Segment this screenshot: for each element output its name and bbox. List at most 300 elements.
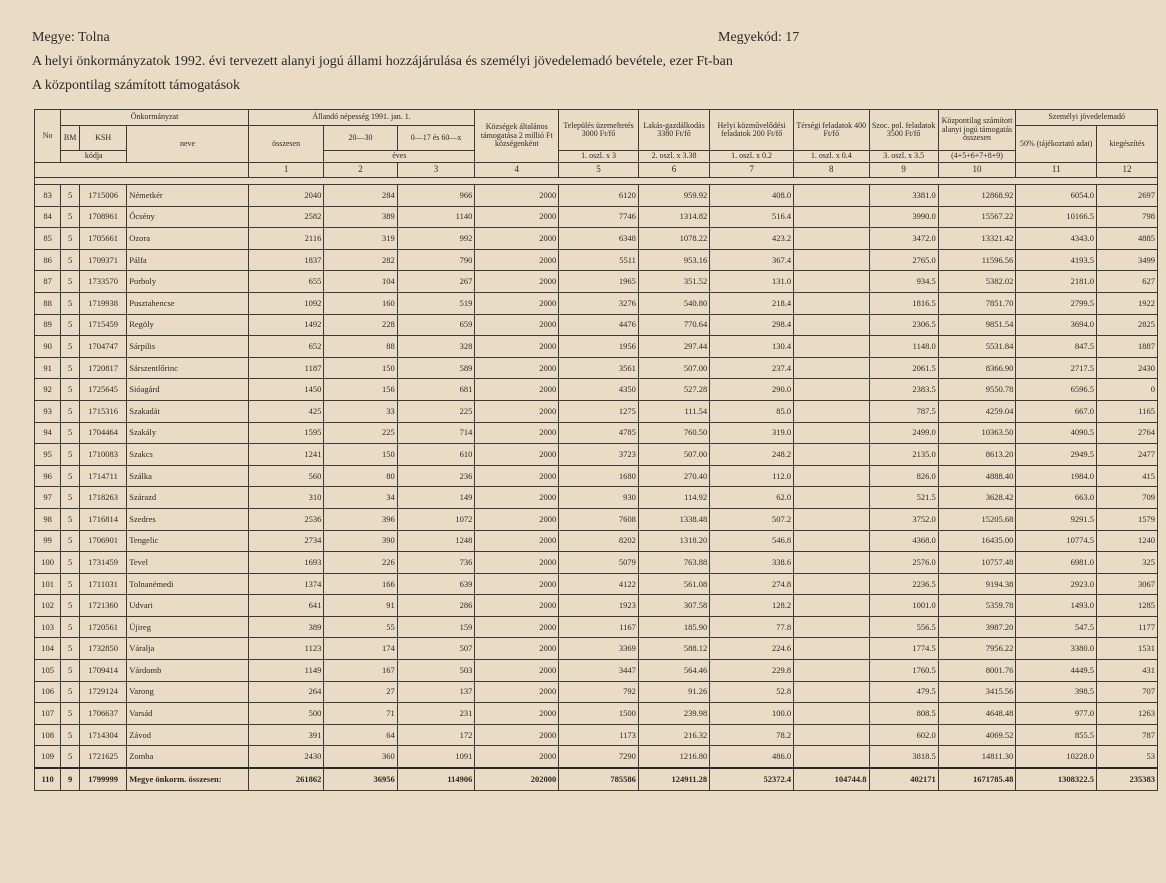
cell-telepules: 4122 — [559, 573, 639, 595]
cell-szja-50: 547.5 — [1016, 616, 1097, 638]
cell-szja-50: 2799.5 — [1016, 292, 1097, 314]
cell-kozponti: 4259.04 — [938, 400, 1016, 422]
cell-bm: 5 — [61, 444, 80, 466]
cell-ksh: 1714711 — [80, 465, 127, 487]
cell-kiegeszites: 2697 — [1097, 185, 1158, 207]
cell-ev-0-17: 681 — [397, 379, 475, 401]
cell-szoc: 1774.5 — [869, 638, 938, 660]
cell-ev-20-30: 396 — [324, 508, 397, 530]
cell-ev-20-30: 225 — [324, 422, 397, 444]
cell-helyi: 128.2 — [710, 595, 794, 617]
cell-kiegeszites: 1177 — [1097, 616, 1158, 638]
cell-ksh: 1720561 — [80, 616, 127, 638]
col-num-9: 9 — [869, 163, 938, 178]
table-row — [35, 552, 1158, 574]
cell-ev-0-17: 159 — [397, 616, 475, 638]
cell-telepules: 1275 — [559, 400, 639, 422]
cell-szja-50: 9291.5 — [1016, 508, 1097, 530]
cell-kozsegek: 2000 — [475, 228, 559, 250]
cell-kiegeszites: 2764 — [1097, 422, 1158, 444]
table-row — [35, 595, 1158, 617]
cell-kozponti: 4648.48 — [938, 703, 1016, 725]
table-row — [35, 249, 1158, 271]
cell-no: 99 — [35, 530, 61, 552]
cell-ev-20-30: 36956 — [324, 768, 397, 790]
cell-ksh: 1715316 — [80, 400, 127, 422]
cell-helyi: 85.0 — [710, 400, 794, 422]
cell-ev-20-30: 104 — [324, 271, 397, 293]
total-row — [35, 768, 1158, 790]
cell-telepules: 3369 — [559, 638, 639, 660]
cell-osszesen: 2734 — [248, 530, 323, 552]
cell-helyi: 77.8 — [710, 616, 794, 638]
cell-ev-20-30: 88 — [324, 336, 397, 358]
cell-ksh: 1718263 — [80, 487, 127, 509]
cell-kozsegek: 2000 — [475, 444, 559, 466]
cell-szoc: 1816.5 — [869, 292, 938, 314]
cell-telepules: 7290 — [559, 746, 639, 768]
col-szoc: Szoc. pol. feladatok 3500 Ft/fő — [869, 110, 938, 151]
cell-terseg — [794, 271, 869, 293]
cell-ksh: 1731459 — [80, 552, 127, 574]
cell-szoc: 3990.0 — [869, 206, 938, 228]
cell-ev-20-30: 160 — [324, 292, 397, 314]
cell-szoc: 2306.5 — [869, 314, 938, 336]
cell-kozsegek: 2000 — [475, 336, 559, 358]
cell-kiegeszites: 0 — [1097, 379, 1158, 401]
cell-ev-0-17: 114906 — [397, 768, 475, 790]
cell-helyi: 52372.4 — [710, 768, 794, 790]
col-kozsegek: Községek általános támogatása 2 millió Ft községenként — [475, 110, 559, 163]
cell-lakas: 114.92 — [638, 487, 709, 509]
cell-lakas: 351.52 — [638, 271, 709, 293]
formula-szoc: 3. oszl. x 3.5 — [869, 151, 938, 163]
col-terseg: Térségi feladatok 400 Ft/fő — [794, 110, 869, 151]
cell-ev-0-17: 714 — [397, 422, 475, 444]
cell-ksh: 1799999 — [80, 768, 127, 790]
cell-helyi: 130.4 — [710, 336, 794, 358]
cell-szoc: 3818.5 — [869, 746, 938, 768]
cell-kozponti: 3415.56 — [938, 681, 1016, 703]
cell-osszesen: 1492 — [248, 314, 323, 336]
cell-szoc: 2061.5 — [869, 357, 938, 379]
cell-lakas: 540.80 — [638, 292, 709, 314]
table-row — [35, 400, 1158, 422]
cell-helyi: 319.0 — [710, 422, 794, 444]
num-blank — [35, 163, 249, 178]
col-20-30: 20—30 — [324, 126, 397, 151]
cell-ev-20-30: 319 — [324, 228, 397, 250]
cell-helyi: 290.0 — [710, 379, 794, 401]
cell-terseg — [794, 660, 869, 682]
cell-kozponti: 12868.92 — [938, 185, 1016, 207]
cell-ev-0-17: 1072 — [397, 508, 475, 530]
cell-name: Várdomb — [127, 660, 249, 682]
cell-bm: 5 — [61, 724, 80, 746]
cell-ev-0-17: 1248 — [397, 530, 475, 552]
cell-szoc: 1001.0 — [869, 595, 938, 617]
cell-ev-0-17: 610 — [397, 444, 475, 466]
cell-kozponti: 5359.78 — [938, 595, 1016, 617]
cell-ksh: 1721360 — [80, 595, 127, 617]
table-row — [35, 616, 1158, 638]
cell-ksh: 1719938 — [80, 292, 127, 314]
col-num-7: 7 — [710, 163, 794, 178]
cell-ev-20-30: 33 — [324, 400, 397, 422]
cell-szja-50: 855.5 — [1016, 724, 1097, 746]
cell-ev-0-17: 172 — [397, 724, 475, 746]
cell-kiegeszites: 431 — [1097, 660, 1158, 682]
cell-terseg — [794, 616, 869, 638]
cell-helyi: 52.8 — [710, 681, 794, 703]
cell-szoc: 602.0 — [869, 724, 938, 746]
cell-kozponti: 4069.52 — [938, 724, 1016, 746]
cell-bm: 5 — [61, 379, 80, 401]
cell-name: Udvari — [127, 595, 249, 617]
cell-telepules: 785586 — [559, 768, 639, 790]
cell-bm: 5 — [61, 703, 80, 725]
cell-ev-20-30: 64 — [324, 724, 397, 746]
cell-ksh: 1710083 — [80, 444, 127, 466]
cell-name: Regöly — [127, 314, 249, 336]
cell-terseg — [794, 487, 869, 509]
cell-name: Tengelic — [127, 530, 249, 552]
cell-szja-50: 1493.0 — [1016, 595, 1097, 617]
cell-ev-0-17: 149 — [397, 487, 475, 509]
cell-kiegeszites: 707 — [1097, 681, 1158, 703]
cell-szja-50: 4090.5 — [1016, 422, 1097, 444]
cell-terseg — [794, 746, 869, 768]
cell-lakas: 760.50 — [638, 422, 709, 444]
cell-lakas: 959.92 — [638, 185, 709, 207]
cell-osszesen: 500 — [248, 703, 323, 725]
cell-ev-20-30: 390 — [324, 530, 397, 552]
cell-lakas: 307.58 — [638, 595, 709, 617]
cell-name: Szakcs — [127, 444, 249, 466]
col-num-5: 5 — [559, 163, 639, 178]
cell-kozponti: 9851.54 — [938, 314, 1016, 336]
cell-kiegeszites: 325 — [1097, 552, 1158, 574]
cell-kozsegek: 2000 — [475, 638, 559, 660]
col-no: No — [35, 110, 61, 163]
cell-no: 92 — [35, 379, 61, 401]
cell-ev-0-17: 286 — [397, 595, 475, 617]
col-num-3: 3 — [397, 163, 475, 178]
cell-ev-0-17: 231 — [397, 703, 475, 725]
cell-terseg — [794, 681, 869, 703]
cell-ev-20-30: 34 — [324, 487, 397, 509]
cell-helyi: 100.0 — [710, 703, 794, 725]
cell-ksh: 1704464 — [80, 422, 127, 444]
table-row — [35, 444, 1158, 466]
cell-name: Sárszentlőrinc — [127, 357, 249, 379]
cell-ksh: 1704747 — [80, 336, 127, 358]
cell-bm: 5 — [61, 314, 80, 336]
table-row — [35, 185, 1158, 207]
cell-bm: 5 — [61, 638, 80, 660]
cell-helyi: 298.4 — [710, 314, 794, 336]
cell-telepules: 3723 — [559, 444, 639, 466]
cell-ev-20-30: 156 — [324, 379, 397, 401]
cell-telepules: 7608 — [559, 508, 639, 530]
col-szja-50: 50% (tájékoztató adat) — [1016, 126, 1097, 163]
cell-kozsegek: 2000 — [475, 573, 559, 595]
formula-terseg: 1. oszl. x 0.4 — [794, 151, 869, 163]
cell-lakas: 507.00 — [638, 444, 709, 466]
cell-kiegeszites: 3499 — [1097, 249, 1158, 271]
cell-kiegeszites: 1240 — [1097, 530, 1158, 552]
cell-helyi: 423.2 — [710, 228, 794, 250]
cell-bm: 5 — [61, 357, 80, 379]
cell-kozponti: 16435.00 — [938, 530, 1016, 552]
cell-osszesen: 560 — [248, 465, 323, 487]
cell-szja-50: 6981.0 — [1016, 552, 1097, 574]
cell-ev-20-30: 71 — [324, 703, 397, 725]
cell-bm: 5 — [61, 508, 80, 530]
cell-name: Szedres — [127, 508, 249, 530]
cell-bm: 5 — [61, 271, 80, 293]
cell-kiegeszites: 1285 — [1097, 595, 1158, 617]
cell-ev-0-17: 519 — [397, 292, 475, 314]
col-nepesseg: Állandó népesség 1991. jan. 1. — [248, 110, 474, 126]
col-helyi: Helyi közművelődési feladatok 200 Ft/fő — [710, 110, 794, 151]
cell-kozponti: 10363.50 — [938, 422, 1016, 444]
cell-ksh: 1715459 — [80, 314, 127, 336]
cell-szja-50: 10166.5 — [1016, 206, 1097, 228]
cell-terseg: 104744.8 — [794, 768, 869, 790]
cell-terseg — [794, 314, 869, 336]
cell-terseg — [794, 400, 869, 422]
cell-helyi: 131.0 — [710, 271, 794, 293]
col-kiegeszites: kiegészítés — [1097, 126, 1158, 163]
cell-kozponti: 9550.78 — [938, 379, 1016, 401]
col-szja: Személyi jövedelemadó — [1016, 110, 1158, 126]
col-kozponti: Központilag számított alanyi jogú támogatás összesen — [938, 110, 1016, 151]
cell-no: 93 — [35, 400, 61, 422]
cell-szja-50: 1984.0 — [1016, 465, 1097, 487]
cell-szja-50: 3694.0 — [1016, 314, 1097, 336]
cell-szoc: 2765.0 — [869, 249, 938, 271]
cell-bm: 5 — [61, 552, 80, 574]
cell-terseg — [794, 595, 869, 617]
cell-terseg — [794, 228, 869, 250]
cell-ev-0-17: 507 — [397, 638, 475, 660]
cell-osszesen: 1149 — [248, 660, 323, 682]
cell-kiegeszites: 2430 — [1097, 357, 1158, 379]
cell-terseg — [794, 422, 869, 444]
cell-osszesen: 389 — [248, 616, 323, 638]
col-num-12: 12 — [1097, 163, 1158, 178]
cell-name: Szárazd — [127, 487, 249, 509]
table-row — [35, 357, 1158, 379]
cell-lakas: 770.64 — [638, 314, 709, 336]
cell-kozponti: 5382.02 — [938, 271, 1016, 293]
cell-lakas: 1318.20 — [638, 530, 709, 552]
cell-no: 84 — [35, 206, 61, 228]
cell-szja-50: 10228.0 — [1016, 746, 1097, 768]
cell-ev-0-17: 1140 — [397, 206, 475, 228]
table-row — [35, 314, 1158, 336]
cell-name: Porboly — [127, 271, 249, 293]
table-row — [35, 703, 1158, 725]
cell-szja-50: 4193.5 — [1016, 249, 1097, 271]
cell-helyi: 248.2 — [710, 444, 794, 466]
col-ksh: KSH — [80, 126, 127, 151]
col-osszesen: összesen — [248, 126, 323, 163]
table-row — [35, 271, 1158, 293]
cell-lakas: 507.00 — [638, 357, 709, 379]
cell-ksh: 1714304 — [80, 724, 127, 746]
cell-helyi: 507.2 — [710, 508, 794, 530]
cell-name: Sárpilis — [127, 336, 249, 358]
cell-ksh: 1725645 — [80, 379, 127, 401]
cell-no: 87 — [35, 271, 61, 293]
cell-szja-50: 3380.0 — [1016, 638, 1097, 660]
table-row — [35, 422, 1158, 444]
cell-ev-0-17: 966 — [397, 185, 475, 207]
col-neve: neve — [127, 126, 249, 163]
cell-no: 100 — [35, 552, 61, 574]
county-code-label: Megyekód: 17 — [718, 30, 800, 45]
cell-no: 95 — [35, 444, 61, 466]
cell-ev-0-17: 328 — [397, 336, 475, 358]
cell-lakas: 297.44 — [638, 336, 709, 358]
cell-terseg — [794, 703, 869, 725]
cell-lakas: 763.88 — [638, 552, 709, 574]
cell-kiegeszites: 1922 — [1097, 292, 1158, 314]
cell-helyi: 62.0 — [710, 487, 794, 509]
cell-ksh: 1720817 — [80, 357, 127, 379]
cell-osszesen: 1837 — [248, 249, 323, 271]
cell-ksh: 1705661 — [80, 228, 127, 250]
cell-telepules: 5079 — [559, 552, 639, 574]
cell-szoc: 787.5 — [869, 400, 938, 422]
cell-ev-0-17: 1091 — [397, 746, 475, 768]
cell-helyi: 408.0 — [710, 185, 794, 207]
header-gap — [35, 178, 1158, 185]
cell-szoc: 2236.5 — [869, 573, 938, 595]
cell-kozsegek: 2000 — [475, 206, 559, 228]
cell-bm: 5 — [61, 206, 80, 228]
cell-ev-20-30: 91 — [324, 595, 397, 617]
cell-lakas: 953.16 — [638, 249, 709, 271]
cell-kozponti: 3628.42 — [938, 487, 1016, 509]
cell-osszesen: 2582 — [248, 206, 323, 228]
cell-kozsegek: 2000 — [475, 724, 559, 746]
cell-kiegeszites: 2825 — [1097, 314, 1158, 336]
table-row — [35, 530, 1158, 552]
cell-kozponti: 4888.40 — [938, 465, 1016, 487]
cell-szoc: 934.5 — [869, 271, 938, 293]
cell-kiegeszites: 2477 — [1097, 444, 1158, 466]
cell-telepules: 1923 — [559, 595, 639, 617]
cell-name: Sióagárd — [127, 379, 249, 401]
cell-osszesen: 391 — [248, 724, 323, 746]
cell-no: 106 — [35, 681, 61, 703]
cell-no: 85 — [35, 228, 61, 250]
cell-lakas: 111.54 — [638, 400, 709, 422]
col-num-1: 1 — [248, 163, 323, 178]
col-0-17: 0—17 és 60—x — [397, 126, 475, 151]
cell-kozsegek: 2000 — [475, 249, 559, 271]
cell-kozponti: 1671785.48 — [938, 768, 1016, 790]
cell-osszesen: 1123 — [248, 638, 323, 660]
table-row — [35, 681, 1158, 703]
cell-ksh: 1732850 — [80, 638, 127, 660]
table-row — [35, 508, 1158, 530]
cell-kiegeszites: 798 — [1097, 206, 1158, 228]
cell-kozsegek: 2000 — [475, 357, 559, 379]
cell-kozponti: 9194.38 — [938, 573, 1016, 595]
formula-kozponti: (4+5+6+7+8+9) — [938, 151, 1016, 163]
cell-osszesen: 1450 — [248, 379, 323, 401]
cell-lakas: 1078.22 — [638, 228, 709, 250]
cell-name: Varong — [127, 681, 249, 703]
cell-terseg — [794, 206, 869, 228]
cell-lakas: 185.90 — [638, 616, 709, 638]
cell-ev-0-17: 790 — [397, 249, 475, 271]
cell-lakas: 561.08 — [638, 573, 709, 595]
cell-ev-20-30: 284 — [324, 185, 397, 207]
cell-ev-0-17: 137 — [397, 681, 475, 703]
cell-terseg — [794, 552, 869, 574]
cell-kozsegek: 2000 — [475, 487, 559, 509]
cell-name: Megye önkorm. összesen: — [127, 768, 249, 790]
cell-kiegeszites: 4885 — [1097, 228, 1158, 250]
cell-ksh: 1721625 — [80, 746, 127, 768]
cell-terseg — [794, 724, 869, 746]
cell-telepules: 7746 — [559, 206, 639, 228]
cell-terseg — [794, 508, 869, 530]
cell-helyi: 338.6 — [710, 552, 794, 574]
cell-helyi: 218.4 — [710, 292, 794, 314]
cell-ksh: 1715006 — [80, 185, 127, 207]
cell-kozponti: 15567.22 — [938, 206, 1016, 228]
cell-no: 97 — [35, 487, 61, 509]
cell-ksh: 1716814 — [80, 508, 127, 530]
cell-no: 109 — [35, 746, 61, 768]
col-onkormanyzat: Önkormányzat — [61, 110, 249, 126]
cell-kiegeszites: 1887 — [1097, 336, 1158, 358]
table-row — [35, 746, 1158, 768]
cell-szoc: 521.5 — [869, 487, 938, 509]
cell-osszesen: 2040 — [248, 185, 323, 207]
cell-szoc: 4368.0 — [869, 530, 938, 552]
table-row — [35, 724, 1158, 746]
cell-no: 101 — [35, 573, 61, 595]
cell-no: 108 — [35, 724, 61, 746]
cell-telepules: 6348 — [559, 228, 639, 250]
cell-ev-20-30: 80 — [324, 465, 397, 487]
cell-kozsegek: 2000 — [475, 595, 559, 617]
cell-kozponti: 13321.42 — [938, 228, 1016, 250]
cell-telepules: 1680 — [559, 465, 639, 487]
cell-telepules: 3561 — [559, 357, 639, 379]
cell-kozsegek: 2000 — [475, 616, 559, 638]
cell-terseg — [794, 638, 869, 660]
cell-osszesen: 655 — [248, 271, 323, 293]
cell-name: Őcsény — [127, 206, 249, 228]
cell-kozsegek: 2000 — [475, 465, 559, 487]
cell-bm: 5 — [61, 595, 80, 617]
cell-telepules: 3276 — [559, 292, 639, 314]
cell-ev-0-17: 503 — [397, 660, 475, 682]
cell-kiegeszites: 1531 — [1097, 638, 1158, 660]
cell-helyi: 367.4 — [710, 249, 794, 271]
cell-telepules: 1965 — [559, 271, 639, 293]
cell-telepules: 8202 — [559, 530, 639, 552]
cell-kozponti: 8001.76 — [938, 660, 1016, 682]
